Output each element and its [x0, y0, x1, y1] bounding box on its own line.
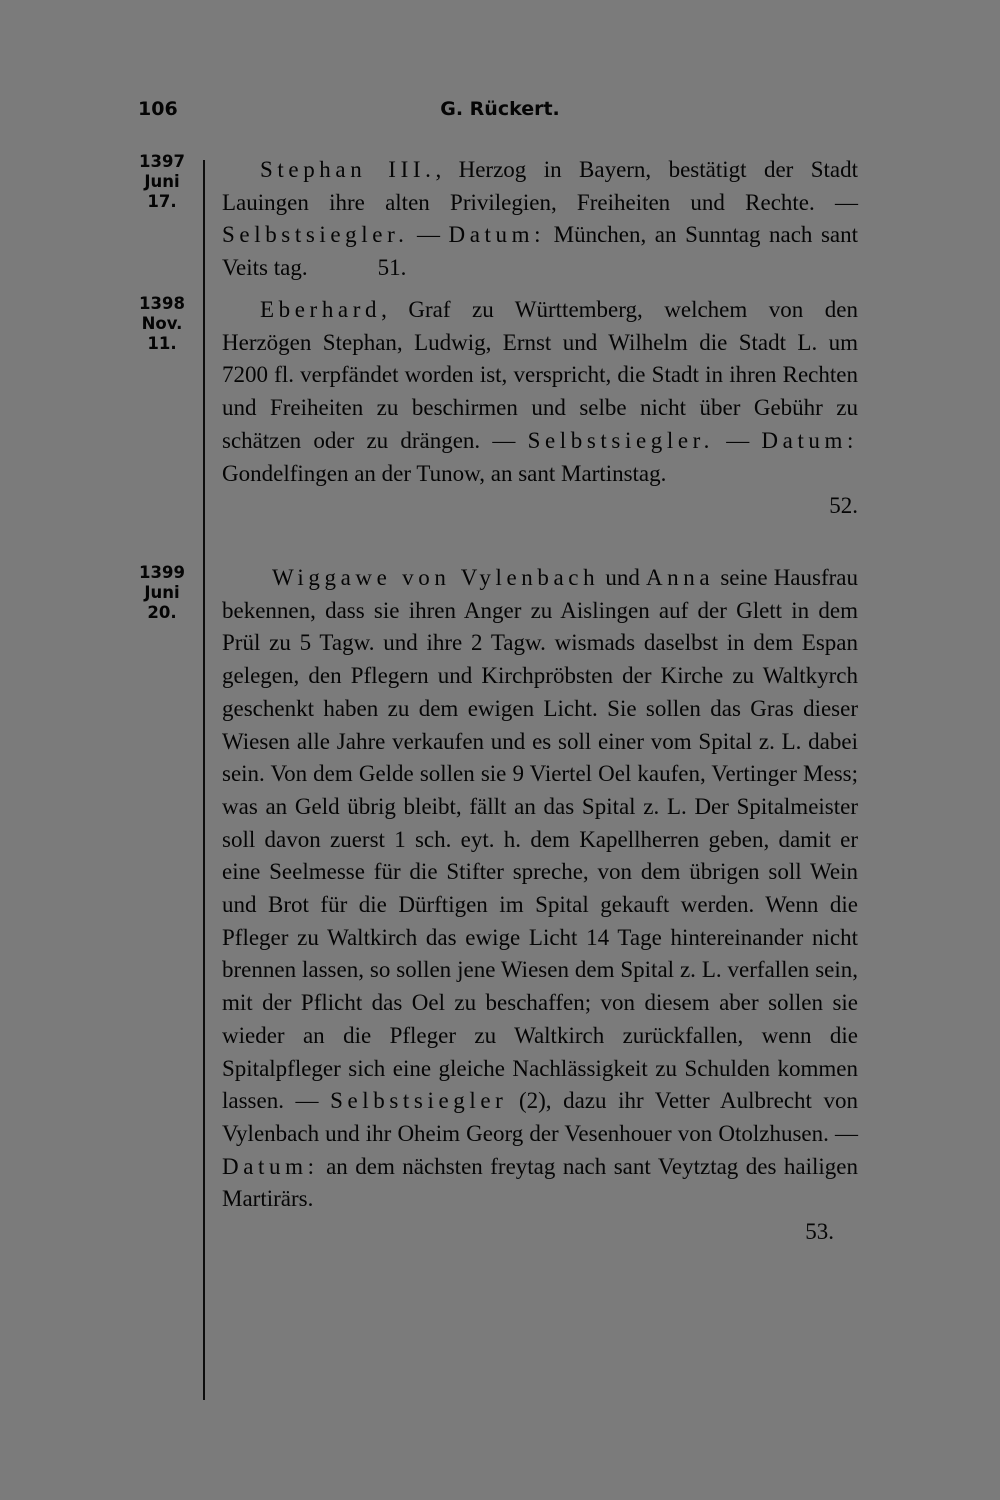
entry-text: Stephan III., Herzog in Bayern, bestätigt der Stadt Lauingen ihre alten Privilegien, Freiheiten und Rechte. — Selbstsiegler. — Datum: München, an Sunntag nach sant Veits tag. 51. — [222, 157, 859, 281]
entry-text: Eberhard, Graf zu Württemberg, welchem von den Herzögen Stephan, Ludwig, Ernst und Wilhelm die Stadt L. um 7200 fl. verpfändet worden ist, verspricht, die Stadt in ihren Rechten und Freiheiten zu beschirmen und selbe nicht über Gebühr zu schätzen oder zu drängen. — Selbstsiegler. — Datum: Gondelfingen an der Tunow, an sant Martinstag. — [222, 297, 859, 486]
entry-date-52 — [130, 294, 194, 354]
entry-date-51 — [130, 152, 194, 212]
entry-53 — [222, 562, 858, 1249]
date-year: 1399 — [139, 563, 185, 582]
issuer-name-2: Anna — [645, 565, 715, 590]
issuer-name: Wiggawe von Vylenbach — [272, 565, 600, 590]
entry-text: Wiggawe von Vylenbach und Anna seine Hausfrau bekennen, dass sie ihren Anger zu Aislingen auf der Glett in dem Prül zu 5 Tagw. und ihre 2 Tagw. wismads daselbst in dem Espan gelegen, den Pflegern und Kirchpröbsten der Kirche zu Waltkyrch geschenkt haben zu dem ewigen Licht. Sie sollen das Gras dieser Wiesen alle Jahre verkaufen und es soll einer vom Spital z. L. dabei sein. Von dem Gelde sollen sie 9 Viertel Oel kaufen, Vertinger Mess; was an Geld übrig bleibt, fällt an das Spital z. L. Der Spitalmeister soll davon zuerst 1 sch. eyt. h. dem Kapellherren geben, damit er eine Seelmesse für die Stifter spreche, von dem übrigen soll Wein und Brot für die Dürftigen im Spital gekauft werden. Wenn die Pfleger zu Waltkirch das ewige Licht 14 Tage hintereinander nicht brennen lassen, so sollen jene Wiesen dem Spital z. L. verfallen sein, mit der Pflicht das Oel zu beschaffen; von diesem aber sollen sie wieder an die Pfleger zu Waltkirch zurückfallen, wenn die Spitalpfleger sich eine gleiche Nachlässigkeit zu Schulden kommen lassen. — Selbstsiegler (2), dazu ihr Vetter Aulbrecht von Vylenbach und ihr Oheim Georg der Vesenhouer von Otolzhusen. — Datum: an dem nächsten freytag nach sant Veytztag des hailigen Martirärs. — [222, 565, 858, 1212]
date-month: Nov. — [141, 314, 183, 333]
date-day: 17. — [147, 192, 177, 211]
column-divider — [203, 160, 205, 1400]
entry-52 — [222, 294, 858, 523]
seal-label: Selbstsiegler — [330, 1088, 508, 1114]
date-day: 20. — [147, 603, 177, 622]
date-month: Juni — [144, 172, 180, 191]
date-day: 11. — [147, 334, 177, 353]
entry-number: 53. — [805, 1219, 834, 1245]
seal-label: Selbstsiegler. — [222, 222, 409, 248]
date-year: 1398 — [139, 294, 185, 313]
page-number: 106 — [138, 98, 178, 120]
entry-51 — [222, 154, 858, 285]
date-label: Datum: — [448, 222, 546, 248]
seal-label: Selbstsiegler. — [527, 427, 715, 453]
issuer-name: Eberhard — [260, 297, 382, 322]
date-month: Juni — [144, 583, 180, 602]
entry-number: 51. — [377, 255, 407, 281]
date-label: Datum: — [222, 1153, 319, 1179]
date-label: Datum: — [761, 427, 859, 453]
issuer-name: Stephan III. — [260, 157, 436, 182]
date-year: 1397 — [139, 152, 185, 171]
entry-date-53 — [130, 563, 194, 623]
running-title: G. Rückert. — [440, 98, 560, 120]
entry-number: 52. — [829, 493, 858, 519]
